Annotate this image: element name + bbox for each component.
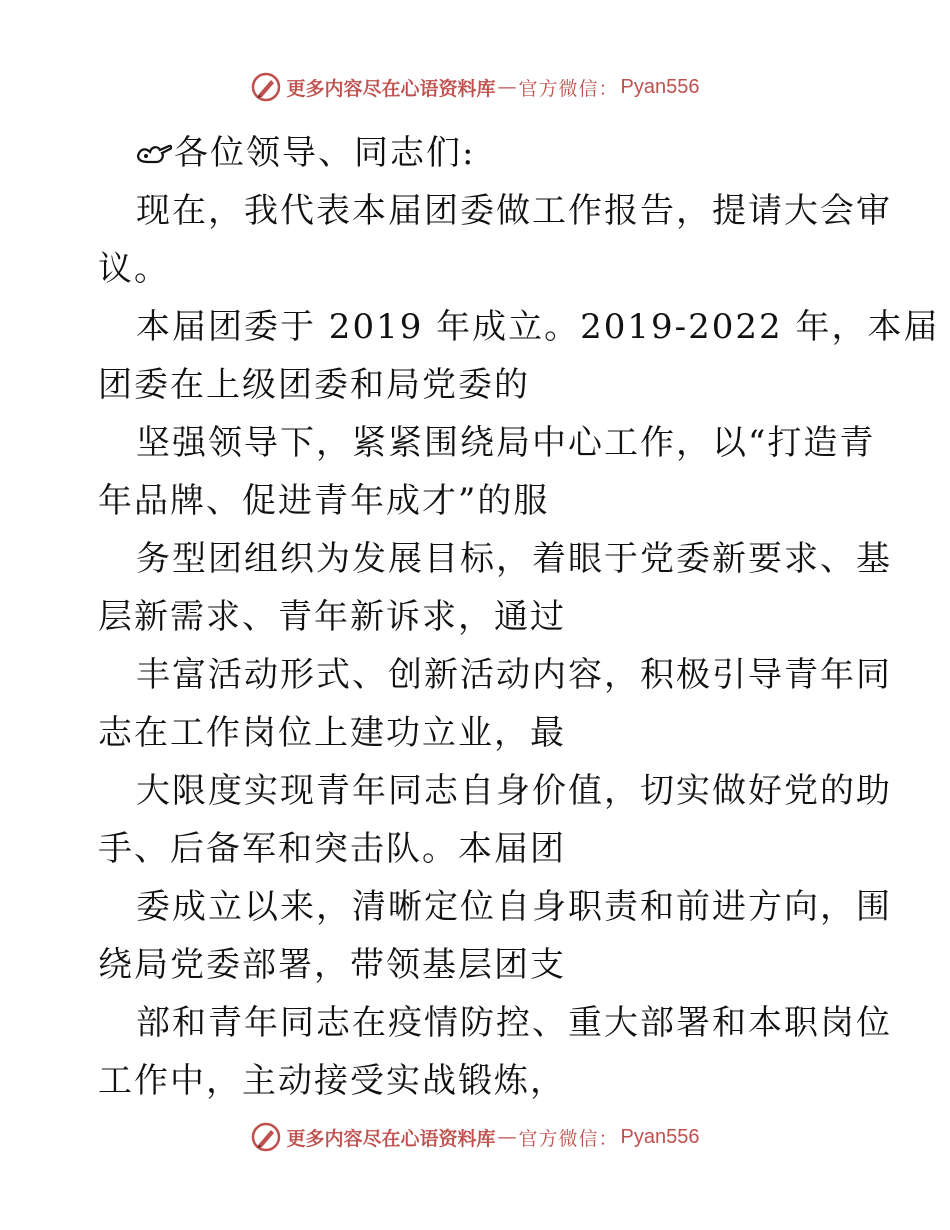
paragraph-line: 委成立以来，清晰定位自身职责和前进方向，围 xyxy=(136,887,892,927)
watermark-text: 更多内容尽在心语资料库 xyxy=(286,77,496,100)
paragraph-line: 志在工作岗位上建功立业，最 xyxy=(98,713,566,753)
paragraph-line: 层新需求、青年新诉求，通过 xyxy=(98,597,566,637)
watermark-label: 官方微信： xyxy=(518,77,619,100)
watermark-wechat-id: Pyan556 xyxy=(620,75,700,98)
watermark-separator: — xyxy=(497,1126,517,1148)
pen-logo-icon xyxy=(251,72,281,102)
paragraph-line: 本届团委于 2019 年成立。2019-2022 年，本届 xyxy=(136,307,940,347)
paragraph-line: 务型团组织为发展目标，着眼于党委新要求、基 xyxy=(136,539,892,579)
paragraph-line: 部和青年同志在疫情防控、重大部署和本职岗位 xyxy=(136,1003,892,1043)
paragraph-line: 大限度实现青年同志自身价值，切实做好党的助 xyxy=(136,771,892,811)
paragraph-line: 年品牌、促进青年成才”的服 xyxy=(98,481,550,521)
salutation-text: 各位领导、同志们: xyxy=(174,133,476,173)
paragraph-line: 团委在上级团委和局党委的 xyxy=(98,365,530,405)
paragraph-line: 坚强领导下，紧紧围绕局中心工作，以“打造青 xyxy=(136,423,876,463)
watermark-text: 更多内容尽在心语资料库 xyxy=(286,1127,496,1150)
header-watermark xyxy=(0,72,950,102)
paragraph-line: 现在，我代表本届团委做工作报告，提请大会审 xyxy=(136,191,892,231)
watermark-separator: — xyxy=(497,76,517,98)
paragraph-line: 丰富活动形式、创新活动内容，积极引导青年同 xyxy=(136,655,892,695)
hand-pointer-icon xyxy=(136,138,172,168)
paragraph-line: 手、后备军和突击队。本届团 xyxy=(98,829,566,869)
footer-watermark xyxy=(0,1122,950,1152)
paragraph-line: 议。 xyxy=(98,249,170,289)
watermark-label: 官方微信： xyxy=(518,1127,619,1150)
watermark-wechat-id: Pyan556 xyxy=(620,1125,700,1148)
document-body xyxy=(98,124,940,1110)
paragraph-line: 绕局党委部署，带领基层团支 xyxy=(98,945,566,985)
pen-logo-icon xyxy=(251,1122,281,1152)
salutation-line xyxy=(98,124,858,182)
paragraph-line: 工作中，主动接受实战锻炼， xyxy=(98,1061,566,1101)
